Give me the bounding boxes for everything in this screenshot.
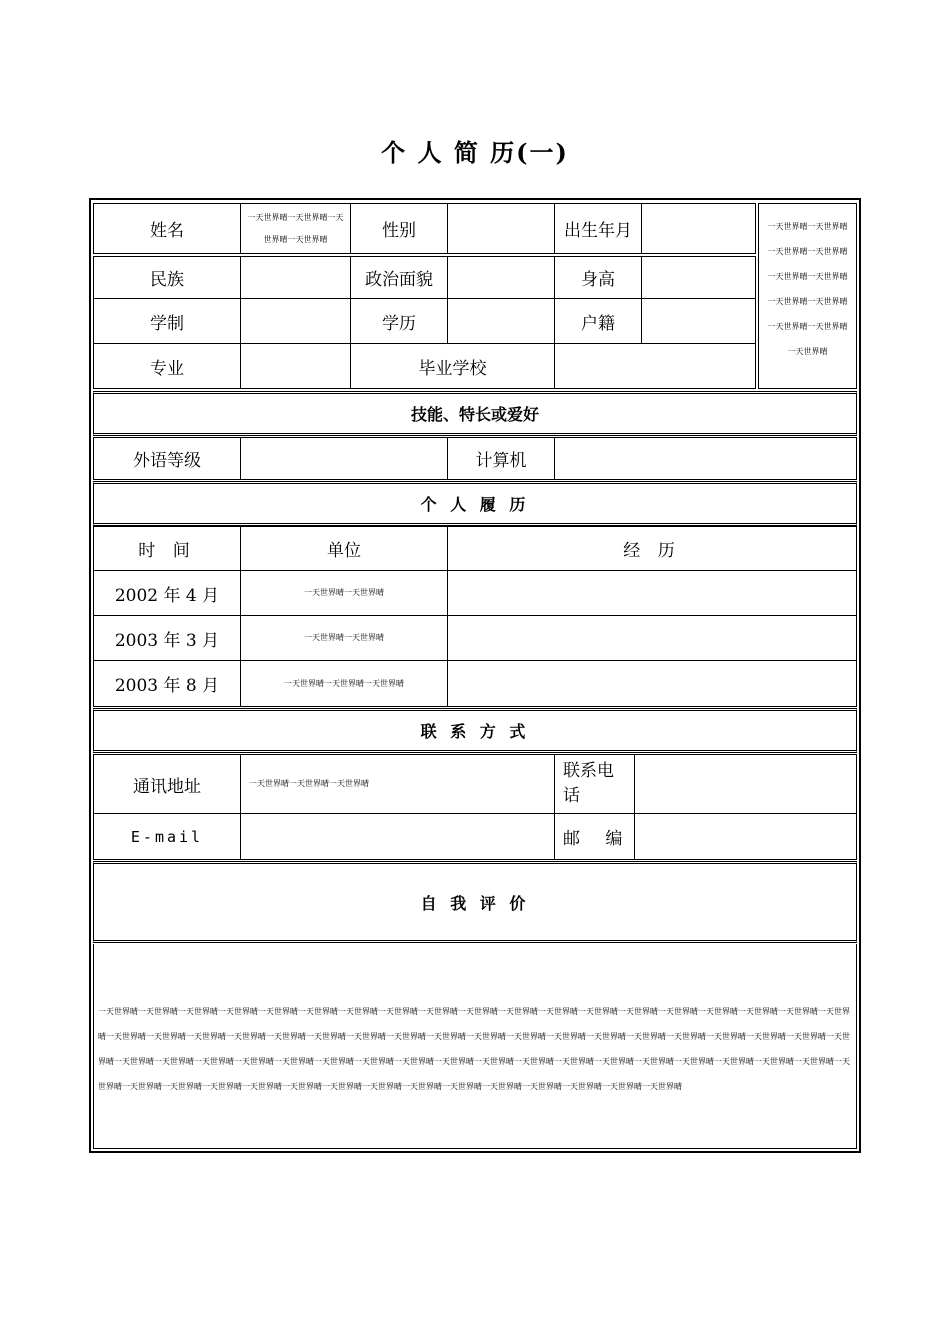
col-unit: 单位 <box>240 526 448 571</box>
hukou-value <box>641 298 756 344</box>
page-title: 个 人 简 历(一) <box>381 138 569 167</box>
skills-heading: 技能、特长或爱好 <box>93 391 857 436</box>
photo-box: 一天世界晴一天世界晴一天世界晴一天世界晴一天世界晴一天世界晴一天世界晴一天世界晴一天世界晴一天世界晴一天世界晴 <box>758 203 857 389</box>
history-row-exp <box>447 615 857 661</box>
birth-value <box>641 203 756 254</box>
ethnicity-value <box>240 256 351 299</box>
education-value <box>447 298 555 344</box>
zip-value <box>634 813 857 860</box>
height-label: 身高 <box>554 256 642 299</box>
address-value: 一天世界晴一天世界晴一天世界晴 <box>240 754 555 814</box>
phone-label: 联系电话 <box>554 754 635 814</box>
name-value: 一天世界晴一天世界晴一天世界晴一天世界晴 <box>240 203 351 254</box>
history-heading: 个 人 履 历 <box>93 481 857 526</box>
gender-value <box>447 203 555 254</box>
email-value <box>240 813 555 860</box>
history-row-time: 2003 年 8 月 <box>93 660 241 707</box>
col-time: 时 间 <box>93 526 241 571</box>
zip-label: 邮 编 <box>554 813 635 860</box>
ethnicity-label: 民族 <box>93 256 241 299</box>
col-experience: 经 历 <box>447 526 857 571</box>
history-row-time: 2003 年 3 月 <box>93 615 241 661</box>
computer-value <box>554 437 857 480</box>
history-row-exp <box>447 660 857 707</box>
computer-label: 计算机 <box>447 437 555 480</box>
school-label: 毕业学校 <box>350 343 555 389</box>
politics-value <box>447 256 555 299</box>
contact-heading: 联 系 方 式 <box>93 708 857 753</box>
address-label: 通讯地址 <box>93 754 241 814</box>
politics-label: 政治面貌 <box>350 256 448 299</box>
gender-label: 性别 <box>350 203 448 254</box>
language-label: 外语等级 <box>93 437 241 480</box>
phone-value <box>634 754 857 814</box>
history-row-unit: 一天世界晴一天世界晴 <box>240 570 448 616</box>
history-row-time: 2002 年 4 月 <box>93 570 241 616</box>
major-label: 专业 <box>93 343 241 389</box>
major-value <box>240 343 351 389</box>
height-value <box>641 256 756 299</box>
hukou-label: 户籍 <box>554 298 642 344</box>
email-label: E-mail <box>93 813 241 860</box>
schooling-value <box>240 298 351 344</box>
history-row-unit: 一天世界晴一天世界晴 <box>240 615 448 661</box>
school-value <box>554 343 756 389</box>
name-label: 姓名 <box>93 203 241 254</box>
self-eval-text: 一天世界晴一天世界晴一天世界晴一天世界晴一天世界晴一天世界晴一天世界晴一天世界晴一天世界晴一天世界晴一天世界晴一天世界晴一天世界晴一天世界晴一天世界晴一天世界晴一天世界晴一天世界晴一天世界晴一天世界晴一天世界晴一天世界晴一天世界晴一天世界晴一天世界晴一天世界晴一天世界晴一天世界晴一天世界晴一天世界晴一天世界晴一天世界晴一天世界晴一天世界晴一天世界晴一天世界晴一天世界晴一天世界晴一天世界晴一天世界晴一天世界晴一天世界晴一天世界晴一天世界晴一天世界晴一天世界晴一天世界晴一天世界晴一天世界晴一天世界晴一天世界晴一天世界晴一天世界晴一天世界晴一天世界晴一天世界晴一天世界晴一天世界晴一天世界晴一天世界晴一天世界晴一天世界晴一天世界晴一天世界晴一天世界晴一天世界晴一天世界晴一天世界晴一天世界晴一天世界晴一天世界晴 <box>98 1007 850 1091</box>
education-label: 学历 <box>350 298 448 344</box>
language-value <box>240 437 448 480</box>
self-eval-heading: 自 我 评 价 <box>93 861 857 943</box>
history-row-unit: 一天世界晴一天世界晴一天世界晴 <box>240 660 448 707</box>
schooling-label: 学制 <box>93 298 241 344</box>
birth-label: 出生年月 <box>554 203 642 254</box>
history-row-exp <box>447 570 857 616</box>
